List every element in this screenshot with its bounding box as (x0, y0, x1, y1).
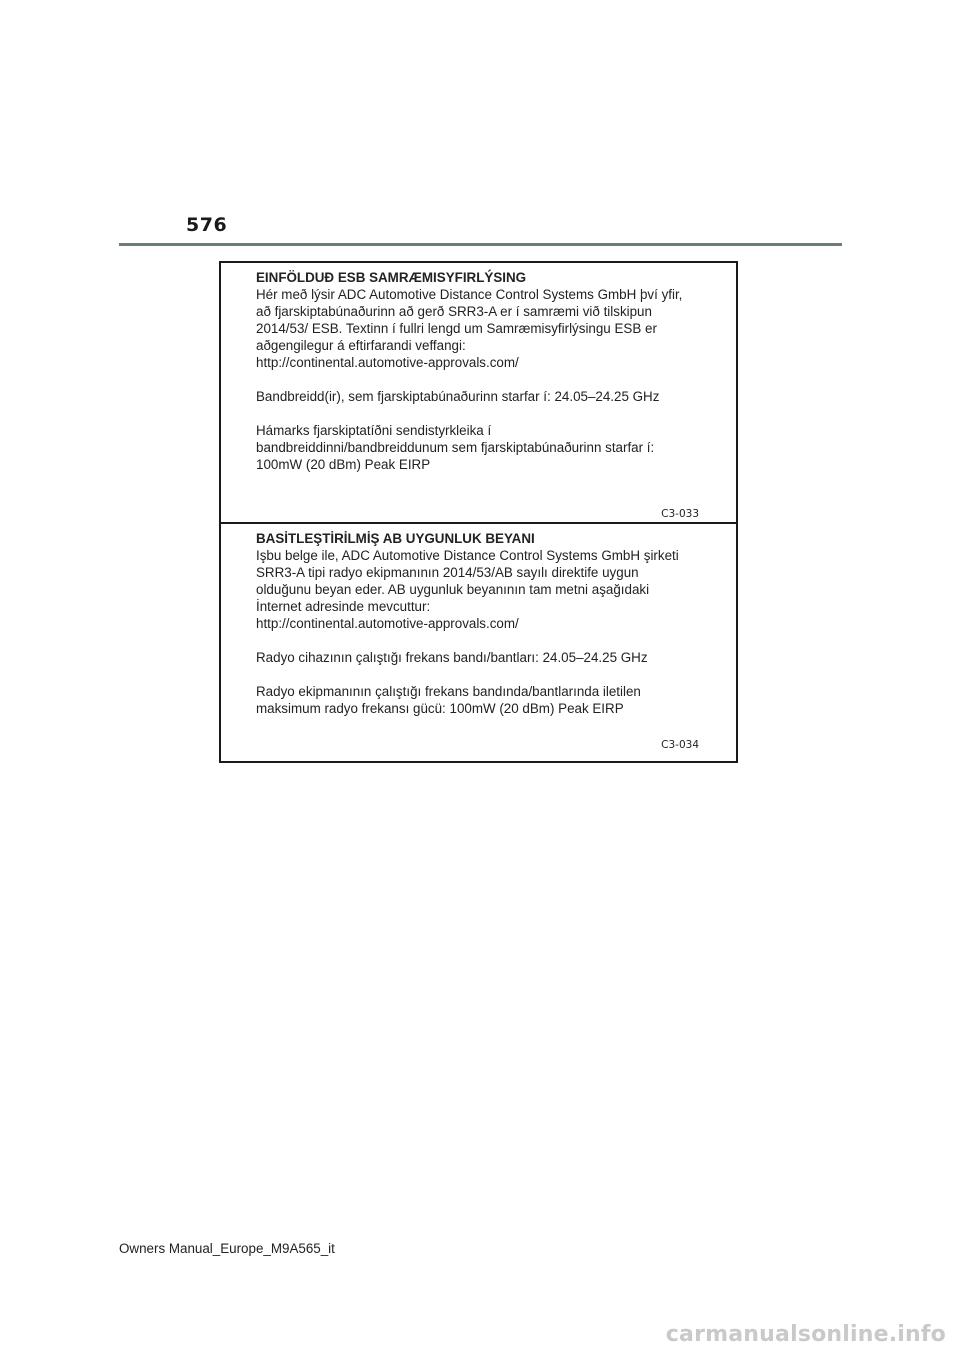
certification-section-turkish (221, 524, 736, 761)
text-line: Radyo cihazının çalıştığı frekans bandı/bantları: 24.05–24.25 GHz (256, 650, 648, 665)
url-line: http://continental.automotive-approvals.com/ (256, 355, 519, 370)
spacer (256, 371, 716, 388)
text-line: 2014/53/ ESB. Textinn í fullri lengd um Samræmisyfirlýsingu ESB er (256, 321, 657, 336)
spacer (256, 405, 716, 422)
text-line: Hámarks fjarskiptatíðni sendistyrkleika í (256, 423, 492, 438)
certification-text (256, 269, 716, 473)
text-line: Hér með lýsir ADC Automotive Distance Control Systems GmbH því yfir, (256, 287, 683, 302)
page-number: 576 (186, 214, 228, 236)
text-line: aðgengilegur á eftirfarandi veffangi: (256, 338, 466, 353)
certification-title: EINFÖLDUÐ ESB SAMRÆMISYFIRLÝSING (256, 270, 527, 285)
certification-title: BASİTLEŞTİRİLMİŞ AB UYGUNLUK BEYANI (256, 531, 535, 546)
section-code: C3-034 (661, 739, 699, 751)
certification-text (256, 530, 716, 717)
text-line: SRR3-A tipi radyo ekipmanının 2014/53/AB sayılı direktife uygun (256, 565, 639, 580)
footer-manual-id: Owners Manual_Europe_M9A565_it (119, 1241, 335, 1256)
text-line: 100mW (20 dBm) Peak EIRP (256, 457, 431, 472)
watermark-logo[interactable]: carmanualsonline.info (665, 1322, 946, 1347)
text-line: İnternet adresinde mevcuttur: (256, 599, 431, 614)
section-code: C3-033 (661, 508, 699, 520)
text-line: Işbu belge ile, ADC Automotive Distance Control Systems GmbH şirketi (256, 548, 679, 563)
spacer (256, 666, 716, 683)
url-line: http://continental.automotive-approvals.com/ (256, 616, 519, 631)
text-line: bandbreiddinni/bandbreiddunum sem fjarskiptabúnaðurinn starfar í: (256, 440, 655, 455)
spacer (256, 632, 716, 649)
text-line: Bandbreidd(ir), sem fjarskiptabúnaðurinn starfar í: 24.05–24.25 GHz (256, 389, 660, 404)
certification-section-icelandic (221, 263, 736, 524)
text-line: að fjarskiptabúnaðurinn að gerð SRR3-A er í samræmi við tilskipun (256, 304, 652, 319)
certification-frame (219, 261, 738, 763)
header-rule (119, 243, 842, 246)
text-line: Radyo ekipmanının çalıştığı frekans bandında/bantlarında iletilen (256, 684, 641, 699)
text-line: maksimum radyo frekansı gücü: 100mW (20 dBm) Peak EIRP (256, 701, 624, 716)
text-line: olduğunu beyan eder. AB uygunluk beyanının tam metni aşağıdaki (256, 582, 650, 597)
